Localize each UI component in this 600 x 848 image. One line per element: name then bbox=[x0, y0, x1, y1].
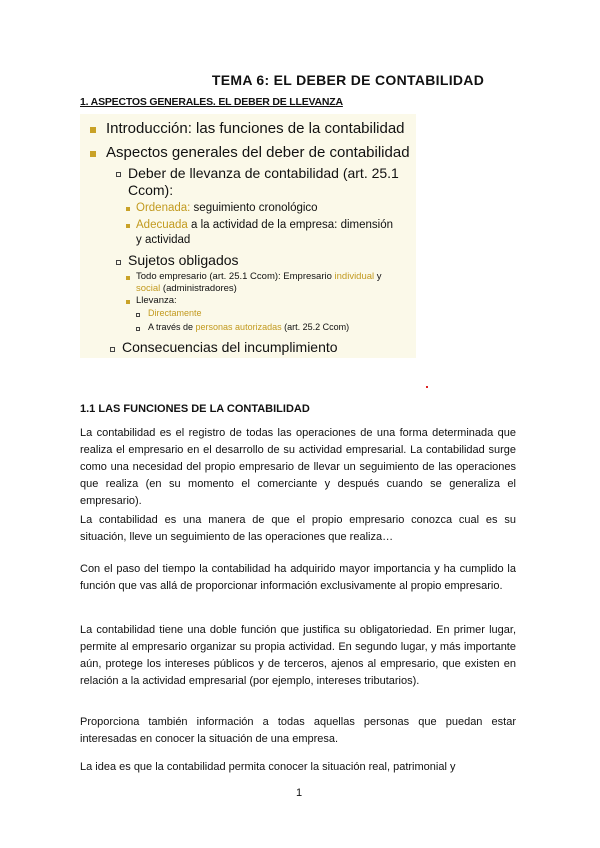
paragraph: La contabilidad es una manera de que el propio empresario conozca cual es su situación, lleve un seguimiento de las operaciones que realiza… bbox=[80, 514, 516, 543]
slide-item-introduccion: Introducción: las funciones de la contabilidad bbox=[106, 120, 405, 137]
red-dot-mark bbox=[426, 386, 428, 388]
slide-llevanza: Llevanza: bbox=[136, 295, 177, 306]
page-title: TEMA 6: EL DEBER DE CONTABILIDAD bbox=[211, 72, 485, 88]
slide-item-aspectos: Aspectos generales del deber de contabilidad bbox=[106, 144, 410, 161]
slide-image bbox=[80, 114, 416, 358]
paragraph: Proporciona también información a todas aquellas personas que puedan estar interesadas en conocer la situación de una empresa. bbox=[80, 716, 516, 745]
slide-a-traves: A través de personas autorizadas (art. 25.2 Ccom) bbox=[148, 322, 350, 332]
square-bullet-icon bbox=[90, 127, 96, 133]
paragraph: La contabilidad tiene una doble función que justifica su obligatoriedad. En primer lugar, permite al empresario organizar su propia actividad. En segundo lugar, y más importante aún, protege los intereses públicos y de terceros, ajenos al empresario, que existen en relación a la actividad empresarial (por ejemplo, intereses tributarios). bbox=[80, 624, 516, 687]
slide-sub-deber: Deber de llevanza de contabilidad (art. 25.1 bbox=[128, 165, 399, 181]
slide-sub-deber-cont: Ccom): bbox=[128, 182, 174, 198]
paragraph: La idea es que la contabilidad permita conocer la situación real, patrimonial y bbox=[80, 761, 456, 773]
slide-sub-sujetos: Sujetos obligados bbox=[128, 252, 239, 268]
square-bullet-icon bbox=[126, 207, 130, 211]
square-bullet-icon bbox=[126, 276, 130, 280]
section-heading-funciones: 1.1 LAS FUNCIONES DE LA CONTABILIDAD bbox=[80, 403, 310, 415]
slide-ordenada: Ordenada: seguimiento cronológico bbox=[136, 202, 318, 214]
page-number: 1 bbox=[296, 787, 303, 799]
slide-social: social (administradores) bbox=[136, 283, 237, 294]
checkbox-bullet-icon bbox=[110, 347, 115, 352]
paragraph: La contabilidad es el registro de todas las operaciones de una forma determinada que realiza el empresario en el desarrollo de su actividad empresarial. La contabilidad surge como una necesidad del propio empresario de llevar un seguimiento de las operaciones que realiza (en su momento el comerciante y después cuando se generaliza el empresario). bbox=[80, 427, 516, 507]
slide-adecuada: Adecuada a la actividad de la empresa: dimensión bbox=[136, 219, 393, 231]
slide-directamente: Directamente bbox=[148, 308, 202, 318]
checkbox-bullet-icon bbox=[136, 327, 140, 331]
slide-adecuada-cont: y actividad bbox=[136, 234, 191, 246]
slide-sub-consecuencias: Consecuencias del incumplimiento bbox=[122, 339, 338, 355]
checkbox-bullet-icon bbox=[116, 260, 121, 265]
square-bullet-icon bbox=[90, 151, 96, 157]
square-bullet-icon bbox=[126, 224, 130, 228]
paragraph: Con el paso del tiempo la contabilidad ha adquirido mayor importancia y ha cumplido la función que vas allá de proporcionar información exclusivamente al propio empresario. bbox=[80, 563, 516, 592]
checkbox-bullet-icon bbox=[136, 313, 140, 317]
slide-todo-empresario: Todo empresario (art. 25.1 Ccom): Empresario individual y bbox=[136, 271, 382, 282]
checkbox-bullet-icon bbox=[116, 172, 121, 177]
square-bullet-icon bbox=[126, 300, 130, 304]
section-heading-aspectos: 1. ASPECTOS GENERALES. EL DEBER DE LLEVANZA bbox=[80, 96, 343, 108]
